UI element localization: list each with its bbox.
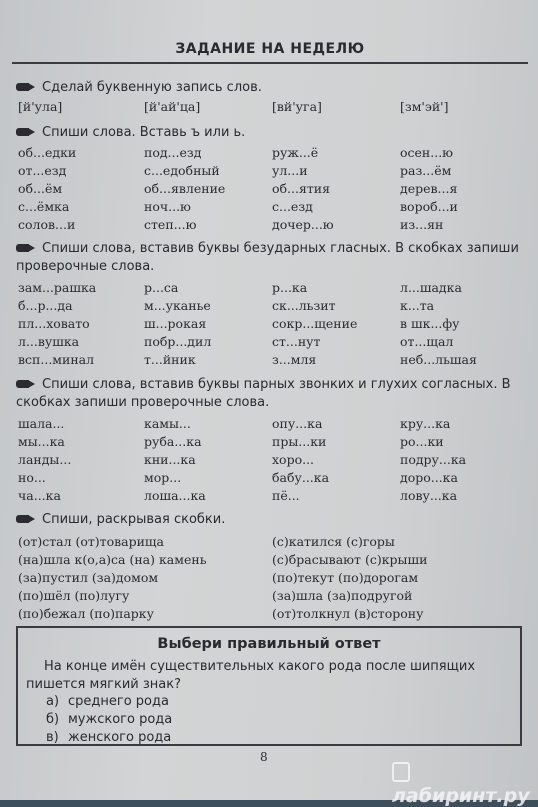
word-row: [0, 488, 538, 506]
option-label: б): [46, 712, 60, 727]
quiz-question: На конце имён существительных какого рода после шипящих пишется мягкий знак?: [26, 659, 476, 692]
option-text: женского рода: [68, 730, 172, 745]
word-item: б...р...да: [18, 298, 73, 313]
transcription-item: [вй'уга]: [272, 99, 322, 114]
phrase-item: (по)шёл (по)лугу: [18, 588, 130, 603]
word-item: доро...ка: [400, 470, 458, 485]
word-item: об...ём: [18, 181, 63, 196]
watermark: [392, 762, 538, 807]
instruction-text: Сделай буквенную запись слов.: [42, 80, 262, 95]
word-item: в шк...фу: [400, 316, 460, 331]
word-item: шала...: [18, 416, 65, 431]
watermark-text: лабиринт.ру: [392, 785, 530, 807]
word-item: степ...ю: [144, 217, 197, 232]
phrase-row: [0, 552, 538, 570]
transcription-item: [зм'эй']: [400, 99, 449, 114]
word-item: под...езд: [144, 145, 202, 160]
section-2-instruction: [16, 124, 521, 142]
word-item: ланды...: [18, 452, 72, 467]
phrase-item: (по)текут (по)дорогам: [272, 570, 419, 585]
phrase-row: [0, 588, 538, 606]
word-item: руба...ка: [144, 434, 202, 449]
labirint-logo-icon: [392, 762, 410, 782]
word-item: подру...ка: [400, 452, 467, 467]
phrase-item: (от)толкнул (в)сторону: [272, 606, 424, 621]
word-item: дерев...я: [400, 181, 458, 196]
word-item: р...ка: [272, 280, 308, 295]
quiz-option: [46, 694, 169, 709]
phrase-item: (по)бежал (по)парку: [18, 606, 154, 621]
transcription-row: [0, 99, 538, 117]
pencil-bullet-icon: [16, 82, 36, 92]
word-item: дочер...ю: [272, 217, 334, 232]
word-item: ро...ки: [400, 434, 444, 449]
option-label: а): [46, 694, 60, 709]
phrase-item: (за)шла (за)подругой: [272, 588, 413, 603]
word-item: хоро...: [272, 452, 315, 467]
word-item: ск...льзит: [272, 298, 336, 313]
quiz-box: [16, 626, 522, 746]
instruction-text: Спиши, раскрывая скобки.: [42, 512, 226, 527]
word-item: пры...ки: [272, 434, 327, 449]
word-item: лоша...ка: [144, 488, 206, 503]
word-item: ш...рокая: [144, 316, 207, 331]
phrase-item: (от)стал (от)товарища: [18, 534, 165, 549]
word-item: ст...нут: [272, 334, 321, 349]
word-item: сокр...щение: [272, 316, 358, 331]
word-item: с...езд: [272, 199, 313, 214]
word-item: пл...ховато: [18, 316, 90, 331]
phrase-item: (с)катился (с)горы: [272, 534, 395, 549]
word-item: зам...рашка: [18, 280, 97, 295]
word-item: мор...: [144, 470, 182, 485]
transcription-item: [й'ула]: [18, 99, 63, 114]
section-1-instruction: [16, 79, 521, 97]
word-row: [0, 163, 538, 181]
word-item: м...уканье: [144, 298, 211, 313]
word-item: солов...и: [18, 217, 76, 232]
phrase-item: (с)брасывают (с)крыши: [272, 552, 428, 567]
phrase-row: [0, 606, 538, 624]
instruction-text: Спиши слова. Вставь ъ или ь.: [42, 125, 246, 140]
phrase-item: (на)шла к(о,а)са (на) камень: [18, 552, 207, 567]
word-row: [0, 316, 538, 334]
page-number: 8: [260, 750, 268, 764]
word-item: всп...минал: [18, 352, 95, 367]
phrase-item: (за)пустил (за)домом: [18, 570, 159, 585]
instruction-text: Спиши слова, вставив буквы безударных гласных. В скобках запиши проверочные слова.: [16, 241, 519, 274]
word-item: мы...ка: [18, 434, 65, 449]
word-item: об...явление: [144, 181, 226, 196]
word-item: от...щал: [400, 334, 454, 349]
word-item: л...вушка: [18, 334, 80, 349]
word-row: [0, 181, 538, 199]
option-text: мужского рода: [68, 712, 173, 727]
word-row: [0, 199, 538, 217]
word-item: бабу...ка: [272, 470, 330, 485]
word-row: [0, 434, 538, 452]
pencil-bullet-icon: [16, 379, 36, 389]
word-item: кру...ка: [400, 416, 451, 431]
word-row: [0, 280, 538, 298]
word-item: неб...льшая: [400, 352, 477, 367]
word-row: [0, 352, 538, 370]
word-item: з...мля: [272, 352, 317, 367]
phrase-row: [0, 534, 538, 552]
word-item: камы...: [144, 416, 191, 431]
word-item: ул...и: [272, 163, 308, 178]
word-item: из...ян: [400, 217, 444, 232]
option-text: среднего рода: [68, 694, 169, 709]
word-item: опу...ка: [272, 416, 323, 431]
section-5-instruction: [16, 511, 521, 529]
word-item: ноч...ю: [144, 199, 191, 214]
pencil-bullet-icon: [16, 514, 36, 524]
option-label: в): [46, 730, 59, 745]
section-4-instruction: [16, 376, 521, 412]
word-item: осен...ю: [400, 145, 454, 160]
word-row: [0, 145, 538, 163]
phrase-row: [0, 570, 538, 588]
word-item: с...ёмка: [18, 199, 70, 214]
word-row: [0, 452, 538, 470]
word-item: с...едобный: [144, 163, 220, 178]
word-item: пё...: [272, 488, 300, 503]
section-3-instruction: [16, 240, 521, 276]
pencil-bullet-icon: [16, 243, 36, 253]
word-item: руж...ё: [272, 145, 319, 160]
word-row: [0, 416, 538, 434]
word-item: лову...ка: [400, 488, 458, 503]
transcription-item: [й'ай'ца]: [144, 99, 201, 114]
word-row: [0, 334, 538, 352]
quiz-option: [46, 730, 171, 745]
quiz-option: [46, 712, 172, 727]
word-row: [0, 217, 538, 235]
page-header: ЗАДАНИЕ НА НЕДЕЛЮ: [12, 38, 528, 64]
word-item: вороб...и: [400, 199, 458, 214]
word-item: побр...дил: [144, 334, 212, 349]
quiz-title: Выбери правильный ответ: [157, 636, 381, 652]
word-item: кни...ка: [144, 452, 196, 467]
word-item: л...шадка: [400, 280, 462, 295]
word-item: р...са: [144, 280, 179, 295]
instruction-text: Спиши слова, вставив буквы парных звонких и глухих согласных. В скобках запиши проверочные слова.: [16, 377, 511, 410]
word-item: об...ятия: [272, 181, 330, 196]
word-item: но...: [18, 470, 46, 485]
word-item: об...едки: [18, 145, 77, 160]
word-item: раз...ём: [400, 163, 452, 178]
pencil-bullet-icon: [16, 127, 36, 137]
word-item: т...йник: [144, 352, 196, 367]
word-item: от...езд: [18, 163, 67, 178]
word-item: к...та: [400, 298, 435, 313]
word-item: ча...ка: [18, 488, 61, 503]
word-row: [0, 470, 538, 488]
word-row: [0, 298, 538, 316]
